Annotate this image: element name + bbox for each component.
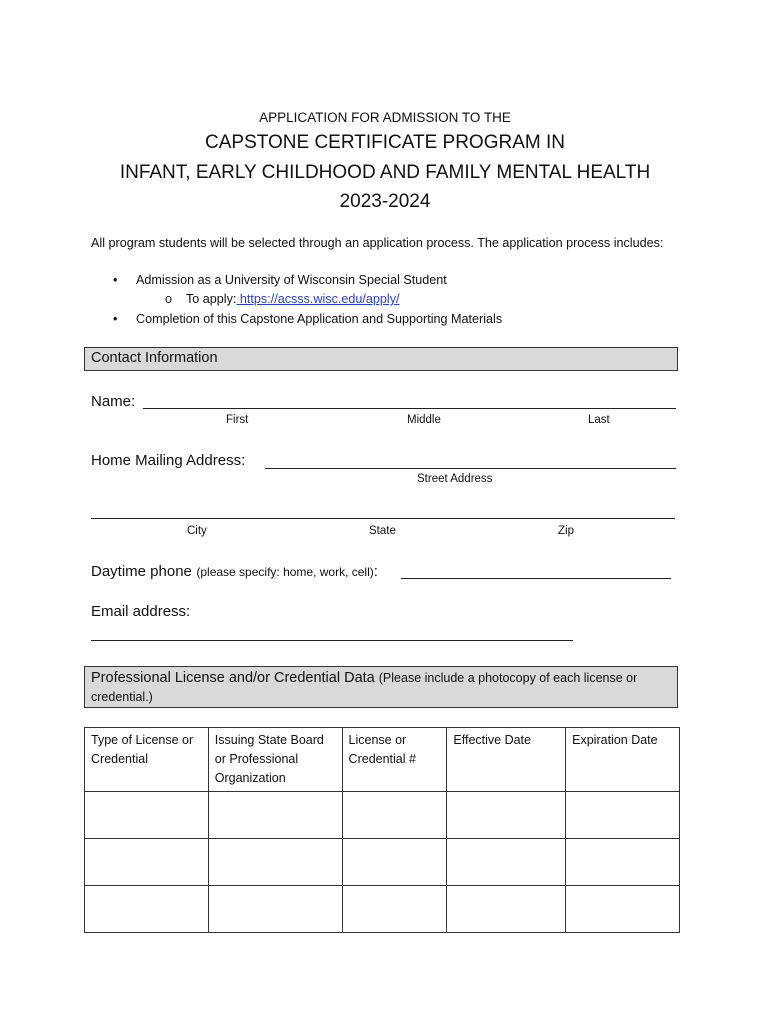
bullet-completion: Completion of this Capstone Application and Supporting Materials	[136, 312, 503, 326]
bullet-dot-icon: •	[113, 312, 118, 326]
email-input-line[interactable]	[91, 640, 573, 641]
zip-caption: Zip	[558, 525, 574, 537]
street-input-line[interactable]	[265, 468, 676, 469]
license-section-title: Professional License and/or Credential Data	[91, 670, 375, 686]
table-row	[85, 792, 680, 839]
email-label: Email address:	[91, 603, 191, 620]
table-cell[interactable]	[342, 886, 447, 933]
name-input-line[interactable]	[143, 408, 676, 409]
street-caption: Street Address	[417, 473, 493, 485]
form-title-line-2: INFANT, EARLY CHILDHOOD AND FAMILY MENTAL HEALTH	[119, 162, 651, 183]
table-cell[interactable]	[447, 792, 566, 839]
apply-label: To apply:	[186, 292, 237, 306]
name-first-caption: First	[226, 414, 249, 426]
address-label: Home Mailing Address:	[91, 452, 246, 469]
table-cell[interactable]	[342, 792, 447, 839]
form-subtitle: APPLICATION FOR ADMISSION TO THE	[259, 110, 511, 125]
city-caption: City	[187, 525, 207, 537]
col-number-header: License or Credential #	[342, 728, 447, 792]
name-last-caption: Last	[588, 414, 610, 426]
table-cell[interactable]	[85, 886, 209, 933]
table-cell[interactable]	[566, 886, 680, 933]
table-cell[interactable]	[208, 886, 342, 933]
sub-bullet-marker: o	[165, 292, 173, 306]
credential-table	[84, 727, 680, 933]
table-cell[interactable]	[208, 792, 342, 839]
contact-section-title: Contact Information	[91, 350, 218, 366]
license-section-note: (Please include a photocopy of each license or credential.)	[91, 671, 638, 704]
col-issuer-header: Issuing State Board or Professional Organization	[208, 728, 342, 792]
name-label: Name:	[91, 393, 136, 410]
phone-note: (please specify: home, work, cell)	[196, 565, 374, 579]
table-row	[85, 886, 680, 933]
contact-section-header	[84, 347, 678, 371]
phone-label: Daytime phone	[91, 563, 192, 580]
intro-paragraph: All program students will be selected through an application process. The application process includes:	[91, 236, 664, 250]
phone-label-group	[91, 563, 378, 581]
table-cell[interactable]	[566, 792, 680, 839]
table-cell[interactable]	[447, 886, 566, 933]
table-cell[interactable]	[447, 839, 566, 886]
table-cell[interactable]	[85, 839, 209, 886]
form-title-line-1: CAPSTONE CERTIFICATE PROGRAM IN	[205, 132, 565, 153]
table-cell[interactable]	[208, 839, 342, 886]
bullet-dot-icon: •	[113, 273, 118, 287]
table-row	[85, 839, 680, 886]
col-effective-header: Effective Date	[447, 728, 566, 792]
state-caption: State	[369, 525, 396, 537]
bullet-admission: Admission as a University of Wisconsin Special Student	[136, 273, 447, 287]
name-middle-caption: Middle	[407, 414, 441, 426]
table-cell[interactable]	[566, 839, 680, 886]
phone-colon: :	[373, 563, 378, 580]
city-state-zip-input-line[interactable]	[91, 518, 675, 519]
table-cell[interactable]	[85, 792, 209, 839]
phone-input-line[interactable]	[401, 578, 671, 579]
credential-table-header-row	[85, 728, 680, 792]
form-year: 2023-2024	[339, 191, 431, 212]
sub-bullet-apply	[186, 292, 400, 306]
col-expiration-header: Expiration Date	[566, 728, 680, 792]
apply-link[interactable]: https://acsss.wisc.edu/apply/	[236, 292, 400, 306]
table-cell[interactable]	[342, 839, 447, 886]
license-section-header	[84, 666, 678, 708]
col-type-header: Type of License or Credential	[85, 728, 209, 792]
